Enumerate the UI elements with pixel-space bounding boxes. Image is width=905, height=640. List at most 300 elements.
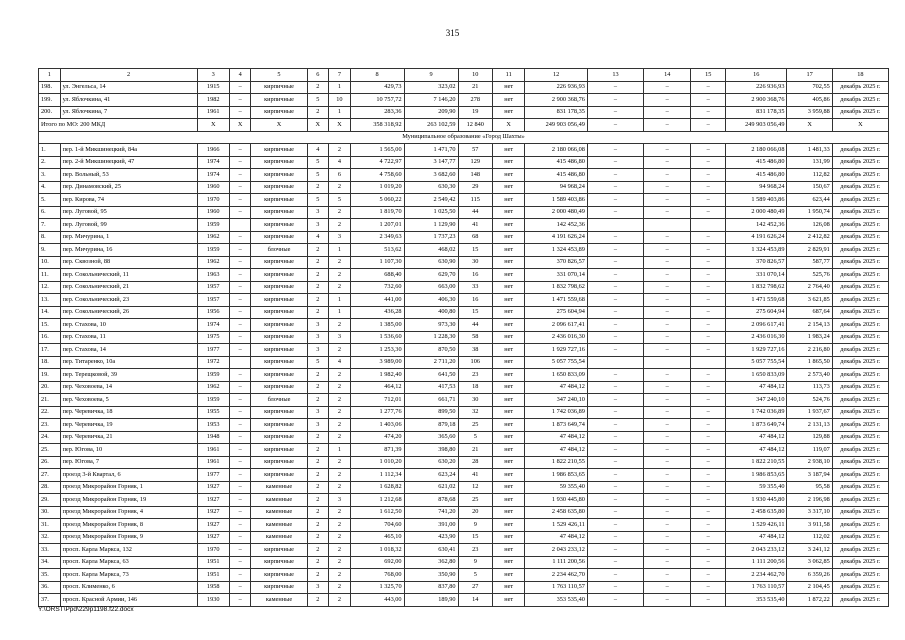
table-cell: 2 [329, 319, 351, 332]
table-cell: – [691, 506, 726, 519]
table-cell: – [691, 94, 726, 107]
table-cell: 2 [329, 181, 351, 194]
table-cell: 25 [458, 419, 493, 432]
table-cell: – [644, 256, 691, 269]
table-cell: 3 911,58 [787, 519, 832, 532]
table-cell: 1 471 559,68 [525, 294, 588, 307]
table-cell: 263 102,59 [404, 119, 458, 132]
column-number: 17 [787, 69, 832, 82]
column-number: 11 [493, 69, 525, 82]
table-cell: нет [493, 331, 525, 344]
table-cell [229, 219, 251, 232]
table-cell: – [644, 81, 691, 94]
table-cell: 1 [329, 294, 351, 307]
table-cell: 1 481,33 [787, 144, 832, 157]
table-cell: 1 010,20 [350, 456, 404, 469]
table-cell: 2 [307, 281, 329, 294]
table-cell: – [587, 331, 643, 344]
table-cell: 126,08 [787, 219, 832, 232]
table-cell: Х [832, 119, 888, 132]
table-cell: 29. [39, 494, 61, 507]
table-cell: – [587, 181, 643, 194]
table-cell: пер. 1-й Микшинецкий, 84а [60, 144, 197, 157]
table-cell: 47 484,12 [726, 444, 787, 457]
table-cell: 1 212,68 [350, 494, 404, 507]
table-cell: 94 968,24 [726, 181, 787, 194]
table-cell: 1 403,06 [350, 419, 404, 432]
table-cell: 899,50 [404, 406, 458, 419]
table-cell: декабрь 2025 г. [832, 444, 888, 457]
table-cell: 41 [458, 469, 493, 482]
table-cell: 2 [329, 419, 351, 432]
table-cell: 1972 [197, 356, 229, 369]
table-cell: 24. [39, 431, 61, 444]
table-cell: – [587, 119, 643, 132]
table-cell: декабрь 2025 г. [832, 319, 888, 332]
table-cell: 1927 [197, 494, 229, 507]
table-cell: 2 180 066,08 [525, 144, 588, 157]
table-cell: нет [493, 169, 525, 182]
table-cell: 370 826,57 [525, 256, 588, 269]
table-cell: 2 [329, 544, 351, 557]
table-cell: 2 000 480,49 [525, 206, 588, 219]
table-cell: кирпичные [251, 456, 307, 469]
table-cell: 1927 [197, 506, 229, 519]
table-cell: кирпичные [251, 556, 307, 569]
table-cell: 4 [329, 156, 351, 169]
table-cell: – [644, 394, 691, 407]
table-cell: 95,58 [787, 481, 832, 494]
table-cell: нет [493, 569, 525, 582]
table-cell: 2 [307, 431, 329, 444]
table-cell: кирпичные [251, 544, 307, 557]
table-cell: декабрь 2025 г. [832, 506, 888, 519]
table-cell: – [587, 544, 643, 557]
table-cell: – [644, 206, 691, 219]
table-cell: декабрь 2025 г. [832, 431, 888, 444]
table-cell: 436,28 [350, 306, 404, 319]
table-cell: 1 986 853,65 [726, 469, 787, 482]
table-row [39, 456, 889, 469]
table-cell: 47 484,12 [525, 531, 588, 544]
table-cell: 4. [39, 181, 61, 194]
table-cell: кирпичные [251, 444, 307, 457]
table-cell: – [229, 381, 251, 394]
table-cell: нет [493, 306, 525, 319]
section-title-row [39, 131, 889, 144]
table-cell: нет [493, 344, 525, 357]
table-cell: кирпичные [251, 169, 307, 182]
table-cell: кирпичные [251, 369, 307, 382]
table-cell: – [691, 344, 726, 357]
table-row [39, 444, 889, 457]
table-cell: 1 763 110,57 [726, 581, 787, 594]
table-cell: 2 [307, 81, 329, 94]
table-cell: – [587, 406, 643, 419]
table-cell: 2 234 462,70 [726, 569, 787, 582]
table-cell: 200. [39, 106, 61, 119]
table-cell: 25. [39, 444, 61, 457]
table-cell: 423,90 [404, 531, 458, 544]
table-cell: 16 [458, 269, 493, 282]
table-cell: – [229, 406, 251, 419]
table-cell: 2 131,13 [787, 419, 832, 432]
table-cell: 1 [329, 244, 351, 257]
table-cell: пер. Сокольнический, 11 [60, 269, 197, 282]
table-cell: – [587, 231, 643, 244]
table-cell: 1 471,70 [404, 144, 458, 157]
table-cell: 1959 [197, 244, 229, 257]
table-cell: – [691, 369, 726, 382]
table-cell: – [587, 269, 643, 282]
table-cell: 33 [458, 281, 493, 294]
table-cell: 21 [458, 444, 493, 457]
table-cell: 641,50 [404, 369, 458, 382]
table-cell: 2 [329, 394, 351, 407]
table-cell: 2 [307, 106, 329, 119]
table-row [39, 169, 889, 182]
table-cell: 331 070,14 [726, 269, 787, 282]
table-cell: 1953 [197, 419, 229, 432]
table-cell: нет [493, 506, 525, 519]
table-cell: – [691, 594, 726, 607]
table-cell: пер. Вольный, 53 [60, 169, 197, 182]
table-cell: 362,80 [404, 556, 458, 569]
table-cell: 1 589 403,86 [525, 194, 588, 207]
table-cell [644, 219, 691, 232]
table-cell: каменные [251, 494, 307, 507]
table-cell: – [644, 519, 691, 532]
table-cell: 1960 [197, 206, 229, 219]
column-number: 4 [229, 69, 251, 82]
table-cell: 142 452,36 [525, 219, 588, 232]
table-cell: – [229, 306, 251, 319]
table-cell: 1956 [197, 306, 229, 319]
table-cell: 391,00 [404, 519, 458, 532]
table-cell: 2 711,20 [404, 356, 458, 369]
table-cell: 35. [39, 569, 61, 582]
table-cell: – [691, 331, 726, 344]
table-cell: нет [493, 394, 525, 407]
table-cell: кирпичные [251, 419, 307, 432]
table-cell: – [587, 81, 643, 94]
table-cell: 417,53 [404, 381, 458, 394]
table-cell: нет [493, 219, 525, 232]
table-cell: декабрь 2025 г. [832, 456, 888, 469]
table-cell: 1 111 200,56 [525, 556, 588, 569]
table-cell: 27. [39, 469, 61, 482]
table-cell: 32. [39, 531, 61, 544]
table-row [39, 581, 889, 594]
table-cell: 1 832 798,62 [726, 281, 787, 294]
table-cell: – [229, 81, 251, 94]
table-cell: пер. Динамовский, 25 [60, 181, 197, 194]
table-cell: 2 [329, 556, 351, 569]
table-cell: 12 840 [458, 119, 493, 132]
table-cell: кирпичные [251, 194, 307, 207]
table-cell: – [229, 544, 251, 557]
table-row [39, 356, 889, 369]
table-cell: 28 [458, 456, 493, 469]
table-cell: – [691, 231, 726, 244]
table-cell: 3 [307, 419, 329, 432]
table-cell: декабрь 2025 г. [832, 169, 888, 182]
table-cell: 704,60 [350, 519, 404, 532]
table-cell: – [691, 269, 726, 282]
table-cell: – [229, 319, 251, 332]
table-cell: – [229, 169, 251, 182]
table-cell: – [691, 156, 726, 169]
table-cell: 2 043 233,12 [726, 544, 787, 557]
table-cell: декабрь 2025 г. [832, 381, 888, 394]
table-cell: нет [493, 369, 525, 382]
table-cell: 1 628,82 [350, 481, 404, 494]
table-cell: 3. [39, 169, 61, 182]
table-cell: пер. Кирова, 74 [60, 194, 197, 207]
table-cell: 44 [458, 206, 493, 219]
table-cell: – [587, 581, 643, 594]
table-cell: пер. Мичурина, 1 [60, 231, 197, 244]
table-cell: 2 [307, 531, 329, 544]
table-cell: 1957 [197, 281, 229, 294]
table-cell [691, 356, 726, 369]
table-cell: 1 107,30 [350, 256, 404, 269]
table-cell: 15 [458, 306, 493, 319]
table-cell: 1962 [197, 231, 229, 244]
table-cell: – [587, 494, 643, 507]
table-cell: 2 216,80 [787, 344, 832, 357]
table-cell: 702,55 [787, 81, 832, 94]
table-cell: пер. Луговой, 99 [60, 219, 197, 232]
table-cell: – [644, 481, 691, 494]
table-cell: 1974 [197, 156, 229, 169]
table-cell: 47 484,12 [525, 444, 588, 457]
table-cell: 1970 [197, 544, 229, 557]
table-cell: 4 191 626,24 [726, 231, 787, 244]
table-cell: кирпичные [251, 569, 307, 582]
table-row [39, 194, 889, 207]
table-cell: декабрь 2025 г. [832, 531, 888, 544]
table-cell: 25 [458, 494, 493, 507]
table-cell: кирпичные [251, 319, 307, 332]
table-cell: – [229, 494, 251, 507]
table-cell: 6. [39, 206, 61, 219]
table-cell: 44 [458, 319, 493, 332]
table-cell: 26. [39, 456, 61, 469]
table-cell: 2 [307, 556, 329, 569]
table-cell: – [644, 281, 691, 294]
table-cell: 249 903 056,49 [525, 119, 588, 132]
table-cell: – [229, 444, 251, 457]
table-cell: – [229, 481, 251, 494]
table-cell: 2 [307, 444, 329, 457]
table-cell: – [691, 406, 726, 419]
table-cell: – [644, 381, 691, 394]
table-cell: декабрь 2025 г. [832, 81, 888, 94]
table-cell: 10. [39, 256, 61, 269]
table-cell: – [587, 569, 643, 582]
table-cell: 19. [39, 369, 61, 382]
table-cell: – [644, 581, 691, 594]
table-cell: 1 822 210,55 [525, 456, 588, 469]
table-cell: нет [493, 594, 525, 607]
table-cell: декабрь 2025 г. [832, 281, 888, 294]
table-cell: 837,80 [404, 581, 458, 594]
table-cell: 2 043 233,12 [525, 544, 588, 557]
table-cell: нет [493, 106, 525, 119]
table-cell: 94 968,24 [525, 181, 588, 194]
table-cell: 226 936,93 [525, 81, 588, 94]
table-cell: 3 [329, 231, 351, 244]
table-cell: 23. [39, 419, 61, 432]
table-cell: 2 938,10 [787, 456, 832, 469]
table-cell: 3 [329, 331, 351, 344]
table-cell: 2 [307, 381, 329, 394]
table-cell: – [644, 169, 691, 182]
table-row [39, 494, 889, 507]
table-cell: 2 [329, 469, 351, 482]
table-cell: – [587, 94, 643, 107]
table-cell: 2 [307, 469, 329, 482]
table-cell: 2 [329, 456, 351, 469]
table-cell: – [644, 331, 691, 344]
table-cell: пер. Чеховоева, 5 [60, 394, 197, 407]
table-cell: 2 458 635,80 [726, 506, 787, 519]
table-row [39, 431, 889, 444]
table-cell: 464,12 [350, 381, 404, 394]
table-cell: – [644, 419, 691, 432]
table-cell: – [644, 594, 691, 607]
table-cell: кирпичные [251, 331, 307, 344]
table-cell: – [691, 294, 726, 307]
table-cell: – [644, 294, 691, 307]
table-cell: 4 722,97 [350, 156, 404, 169]
column-number: 8 [350, 69, 404, 82]
page-number: 315 [445, 28, 460, 38]
table-cell: 106 [458, 356, 493, 369]
table-cell: – [587, 531, 643, 544]
table-cell: 31. [39, 519, 61, 532]
table-cell: 15. [39, 319, 61, 332]
table-cell: 47 484,12 [726, 531, 787, 544]
table-cell: – [691, 119, 726, 132]
table-cell: 415 486,80 [525, 169, 588, 182]
table-cell: каменные [251, 531, 307, 544]
table-cell: кирпичные [251, 156, 307, 169]
table-row [39, 506, 889, 519]
table-row [39, 219, 889, 232]
table-cell: 3 [329, 494, 351, 507]
table-cell: 3 187,94 [787, 469, 832, 482]
table-cell: 148 [458, 169, 493, 182]
table-cell: – [691, 394, 726, 407]
table-row [39, 369, 889, 382]
table-cell: 20 [458, 506, 493, 519]
table-cell: 47 484,12 [525, 431, 588, 444]
table-cell: просп. Карла Маркса, 132 [60, 544, 197, 557]
table-cell: 29 [458, 181, 493, 194]
table-cell: 1961 [197, 444, 229, 457]
table-cell: 871,39 [350, 444, 404, 457]
table-cell: 28. [39, 481, 61, 494]
table-cell: – [229, 106, 251, 119]
table-cell: нет [493, 231, 525, 244]
table-cell: – [691, 569, 726, 582]
table-cell: пер. Стахова, 10 [60, 319, 197, 332]
table-cell: 2 829,91 [787, 244, 832, 257]
table-cell: 1 385,00 [350, 319, 404, 332]
table-cell: 9. [39, 244, 61, 257]
table-cell: 2 [307, 481, 329, 494]
table-cell: 1 612,50 [350, 506, 404, 519]
header-row [39, 69, 889, 82]
table-cell: 2 412,82 [787, 231, 832, 244]
table-cell: Х [251, 119, 307, 132]
table-cell: 47 484,12 [726, 381, 787, 394]
table-cell: 1930 [197, 594, 229, 607]
table-cell: 32 [458, 406, 493, 419]
table-cell: 1. [39, 144, 61, 157]
table-cell: – [587, 294, 643, 307]
table-cell: декабрь 2025 г. [832, 219, 888, 232]
table-cell: 199. [39, 94, 61, 107]
table-cell: 1 872,22 [787, 594, 832, 607]
table-cell: декабрь 2025 г. [832, 256, 888, 269]
table-cell: 347 240,10 [525, 394, 588, 407]
table-cell: кирпичные [251, 431, 307, 444]
column-number: 13 [587, 69, 643, 82]
table-row [39, 594, 889, 607]
table-cell: 3 682,60 [404, 169, 458, 182]
table-cell: 398,80 [404, 444, 458, 457]
table-cell: Х [493, 119, 525, 132]
table-cell: нет [493, 244, 525, 257]
table-cell: декабрь 2025 г. [832, 419, 888, 432]
table-cell: 350,90 [404, 569, 458, 582]
table-cell: – [587, 394, 643, 407]
table-cell: ул. Энгельса, 14 [60, 81, 197, 94]
table-cell: – [229, 581, 251, 594]
table-cell: 33. [39, 544, 61, 557]
table-cell: 142 452,36 [726, 219, 787, 232]
table-cell: нет [493, 481, 525, 494]
table-cell: – [587, 256, 643, 269]
table-cell: 5 060,22 [350, 194, 404, 207]
table-cell: декабрь 2025 г. [832, 594, 888, 607]
table-cell: 6 359,26 [787, 569, 832, 582]
table-cell: 1 018,32 [350, 544, 404, 557]
table-cell: 12. [39, 281, 61, 294]
table-cell: 3 621,85 [787, 294, 832, 307]
table-cell: пер. Черевичка, 19 [60, 419, 197, 432]
table-cell: 1 929 727,16 [726, 344, 787, 357]
table-row [39, 394, 889, 407]
table-cell: – [691, 581, 726, 594]
table-cell: 2 [329, 431, 351, 444]
table-cell: пер. Югова, 7 [60, 456, 197, 469]
table-row [39, 544, 889, 557]
table-cell: – [691, 181, 726, 194]
table-cell: 2 764,40 [787, 281, 832, 294]
table-cell: 11. [39, 269, 61, 282]
table-cell: – [644, 569, 691, 582]
table-cell: пер. Югова, 10 [60, 444, 197, 457]
table-cell: кирпичные [251, 344, 307, 357]
table-cell: 406,30 [404, 294, 458, 307]
table-cell: – [229, 156, 251, 169]
table-cell: – [229, 594, 251, 607]
table-cell: 1 950,74 [787, 206, 832, 219]
